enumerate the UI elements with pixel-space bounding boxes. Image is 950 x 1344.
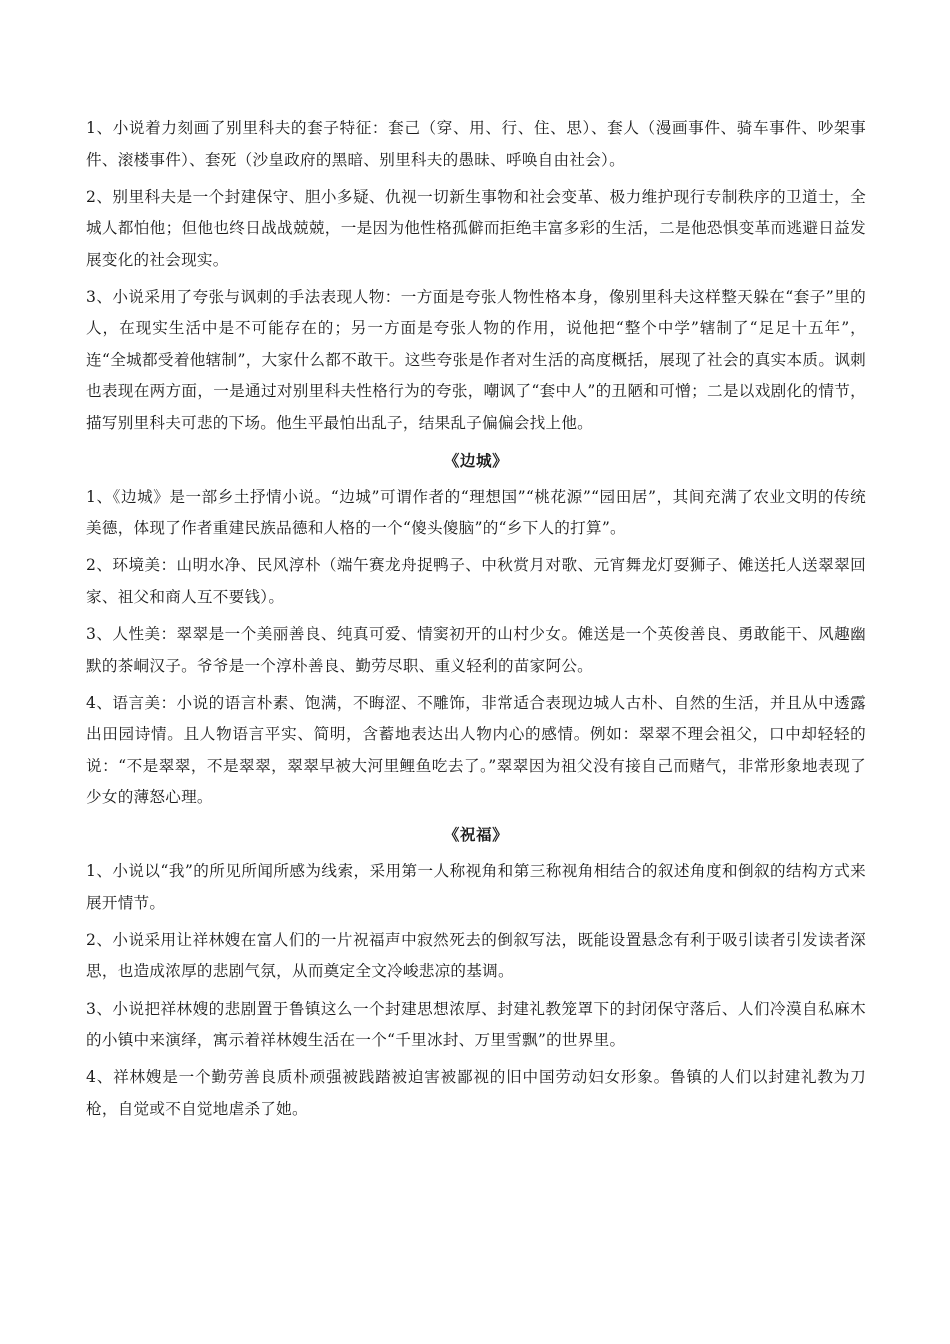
paragraph: 2、环境美：山明水净、民风淳朴（端午赛龙舟捉鸭子、中秋赏月对歌、元宵舞龙灯耍狮子、傩送托人送翠翠回家、祖父和商人互不要钱）。 (86, 556, 866, 606)
paragraph: 4、祥林嫂是一个勤劳善良质朴顽强被践踏被迫害被鄙视的旧中国劳动妇女形象。鲁镇的人们以封建礼教为刀枪，自觉或不自觉地虐杀了她。 (86, 1068, 866, 1118)
section-heading: 《祝福》 (443, 825, 509, 845)
section-heading: 《边城》 (443, 450, 509, 470)
paragraph: 4、语言美：小说的语言朴素、饱满，不晦涩、不雕饰，非常适合表现边城人古朴、自然的生活，并且从中透露出田园诗情。且人物语言平实、简明，含蓄地表达出人物内心的感情。例如：翠翠不理会祖父，口中却轻轻的说：“不是翠翠，不是翠翠，翠翠早被大河里鲤鱼吃去了。”翠翠因为祖父没有接自己而赌气，非常形象地表现了少女的薄怒心理。 (86, 693, 866, 807)
document-page (86, 113, 866, 1131)
paragraph: 1、《边城》是一部乡土抒情小说。“边城”可谓作者的“理想国”“桃花源”“园田居”，其间充满了农业文明的传统美德，体现了作者重建民族品德和人格的一个“傻头傻脑”的“乡下人的打算”。 (86, 487, 866, 538)
section-biancheng (86, 445, 866, 814)
paragraph: 3、小说把祥林嫂的悲剧置于鲁镇这么一个封建思想浓厚、封建礼教笼罩下的封闭保守落后、人们冷漠自私麻木的小镇中来演绎，寓示着祥林嫂生活在一个“千里冰封、万里雪飘”的世界里。 (86, 999, 866, 1050)
section-taozhongren (86, 113, 866, 439)
paragraph: 1、小说着力刻画了别里科夫的套子特征：套己（穿、用、行、住、思）、套人（漫画事件、骑车事件、吵架事件、滚楼事件）、套死（沙皇政府的黑暗、别里科夫的愚昧、呼唤自由社会）。 (86, 119, 866, 169)
paragraph: 3、小说采用了夸张与讽刺的手法表现人物：一方面是夸张人物性格本身，像别里科夫这样整天躲在“套子”里的人，在现实生活中是不可能存在的；另一方面是夸张人物的作用，说他把“整个中学”辖制了“足足十五年”，连“全城都受着他辖制”，大家什么都不敢干。这些夸张是作者对生活的高度概括，展现了社会的真实本质。讽刺也表现在两方面，一是通过对别里科夫性格行为的夸张，嘲讽了“套中人”的丑陋和可憎；二是以戏剧化的情节，描写别里科夫可悲的下场。他生平最怕出乱子，结果乱子偏偏会找上他。 (86, 287, 866, 432)
paragraph: 3、人性美：翠翠是一个美丽善良、纯真可爱、情窦初开的山村少女。傩送是一个英俊善良、勇敢能干、风趣幽默的茶峒汉子。爷爷是一个淳朴善良、勤劳尽职、重义轻利的苗家阿公。 (86, 625, 866, 675)
paragraph: 2、别里科夫是一个封建保守、胆小多疑、仇视一切新生事物和社会变革、极力维护现行专制秩序的卫道士，全城人都怕他；但他也终日战战兢兢，一是因为他性格孤僻而拒绝丰富多彩的生活，二是他恐惧变革而逃避日益发展变化的社会现实。 (86, 187, 866, 269)
paragraph: 1、小说以“我”的所见所闻所感为线索，采用第一人称视角和第三称视角相结合的叙述角度和倒叙的结构方式来展开情节。 (86, 862, 866, 912)
paragraph: 2、小说采用让祥林嫂在富人们的一片祝福声中寂然死去的倒叙写法，既能设置悬念有利于吸引读者引发读者深思，也造成浓厚的悲剧气氛，从而奠定全文冷峻悲凉的基调。 (86, 930, 866, 981)
section-zhufu (86, 819, 866, 1125)
